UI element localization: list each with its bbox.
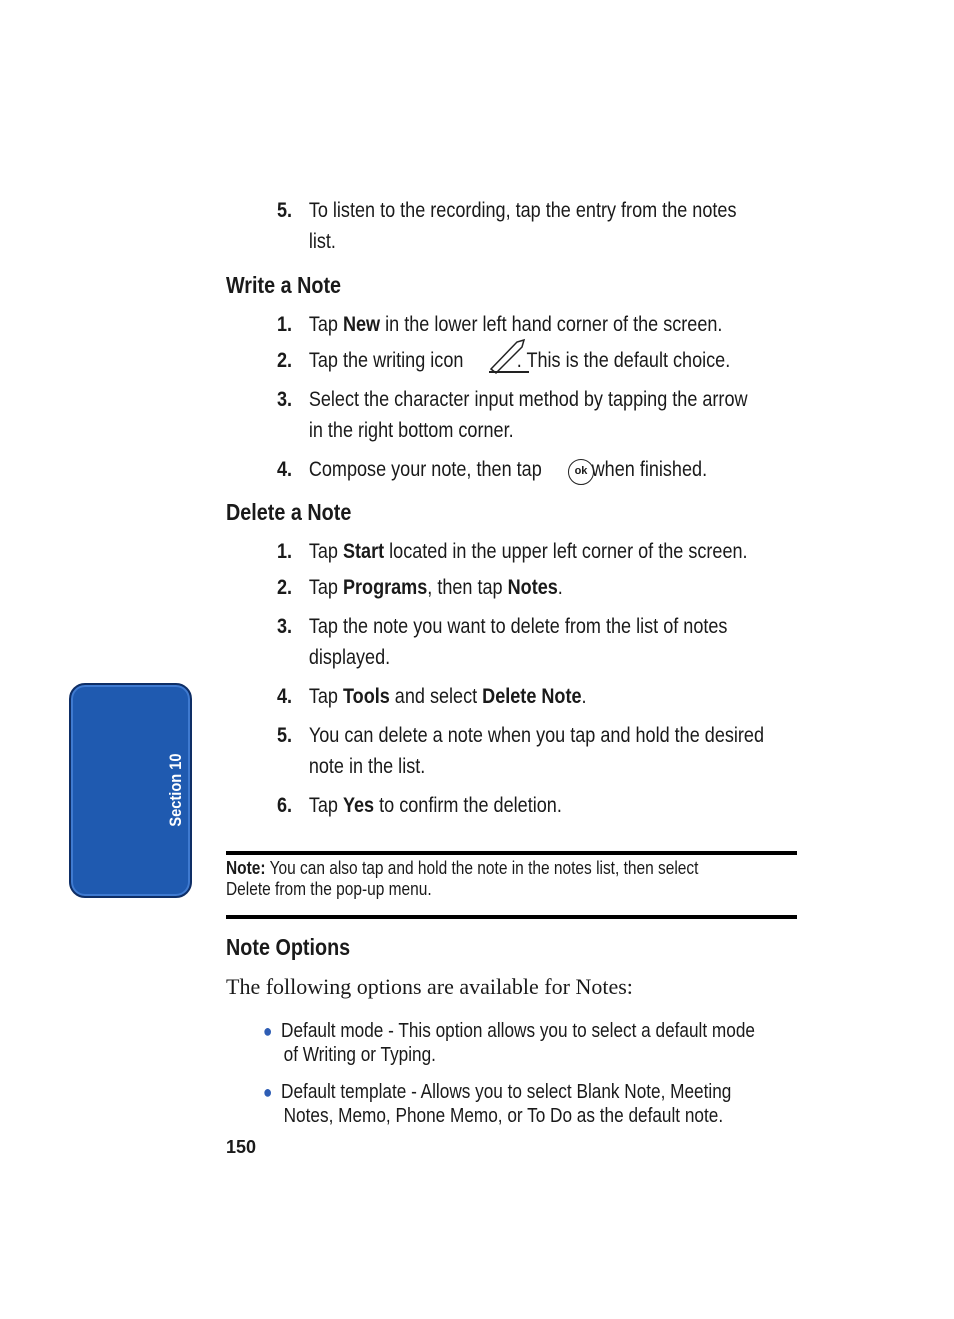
- bullet-text: Default mode - This option allows you to select a default mode: [281, 1020, 755, 1042]
- step-text: Tap: [308, 794, 343, 817]
- note-text: Delete from the pop-up menu.: [226, 879, 432, 899]
- step-number: 5.: [277, 724, 293, 747]
- step-text: .: [581, 685, 587, 708]
- bullet-text: Notes, Memo, Phone Memo, or To Do as the default note.: [283, 1105, 724, 1127]
- step-number: 1.: [277, 313, 293, 336]
- section-heading: Delete a Note: [226, 499, 352, 525]
- step-number: 5.: [277, 199, 293, 222]
- step-text: Tap: [308, 540, 343, 563]
- step-text: when finished.: [591, 458, 708, 481]
- step-text: Tap the note you want to delete from the list of notes: [308, 615, 728, 638]
- pencil-icon: [487, 336, 531, 374]
- step-text-bold: Start: [342, 540, 385, 563]
- page-number: 150: [226, 1137, 257, 1157]
- step-text: displayed.: [308, 646, 391, 669]
- ok-icon: [568, 459, 594, 485]
- step-text: .: [557, 576, 563, 599]
- step-number: 3.: [277, 615, 293, 638]
- step-text: list.: [308, 230, 336, 253]
- step-text: to confirm the deletion.: [374, 794, 562, 817]
- step-text: in the right bottom corner.: [308, 419, 514, 442]
- step-number: 2.: [277, 576, 293, 599]
- step-text: To listen to the recording, tap the entry from the notes: [308, 199, 737, 222]
- ok-icon-label: ok: [574, 465, 588, 477]
- note-text: You can also tap and hold the note in the notes list, then select: [265, 858, 699, 878]
- step-text-bold: Notes: [507, 576, 558, 599]
- note-top-rule: [226, 851, 797, 855]
- step-text-bold: Delete Note: [482, 685, 582, 708]
- step-text: You can delete a note when you tap and hold the desired: [308, 724, 765, 747]
- step-text: Tap: [308, 313, 343, 336]
- note-callout: [226, 858, 759, 900]
- step-text: Compose your note, then tap: [308, 458, 542, 481]
- bullet-text: of Writing or Typing.: [283, 1044, 436, 1066]
- step-number: 3.: [277, 388, 293, 411]
- step-number: 4.: [277, 458, 293, 481]
- step-text: Select the character input method by tapping the arrow: [308, 388, 748, 411]
- step-text: Tap the writing icon: [308, 349, 464, 372]
- step-text: in the lower left hand corner of the screen.: [380, 313, 723, 336]
- step-text: Tap: [308, 576, 343, 599]
- bullet-icon: ●: [263, 1021, 273, 1041]
- section-heading: Write a Note: [226, 272, 342, 298]
- step-text-bold: New: [342, 313, 381, 336]
- step-text-bold: Yes: [342, 794, 375, 817]
- step-text-bold: Tools: [342, 685, 390, 708]
- step-number: 1.: [277, 540, 293, 563]
- step-text: located in the upper left corner of the screen.: [384, 540, 748, 563]
- step-number: 2.: [277, 349, 293, 372]
- step-text: . This is the default choice.: [516, 349, 731, 372]
- step-text-bold: Programs: [342, 576, 428, 599]
- section-tab-label: Section 10: [166, 753, 185, 827]
- step-text: Tap: [308, 685, 343, 708]
- step-text: , then tap: [427, 576, 508, 599]
- bullet-icon: ●: [263, 1082, 273, 1102]
- step-text: and select: [389, 685, 483, 708]
- intro-text: The following options are available for Notes:: [226, 974, 633, 999]
- note-label: Note:: [226, 858, 266, 878]
- section-heading: Note Options: [226, 934, 351, 960]
- step-number: 4.: [277, 685, 293, 708]
- step-number: 6.: [277, 794, 293, 817]
- step-text: note in the list.: [308, 755, 426, 778]
- note-bottom-rule: [226, 915, 797, 919]
- bullet-text: Default template - Allows you to select Blank Note, Meeting: [281, 1081, 732, 1103]
